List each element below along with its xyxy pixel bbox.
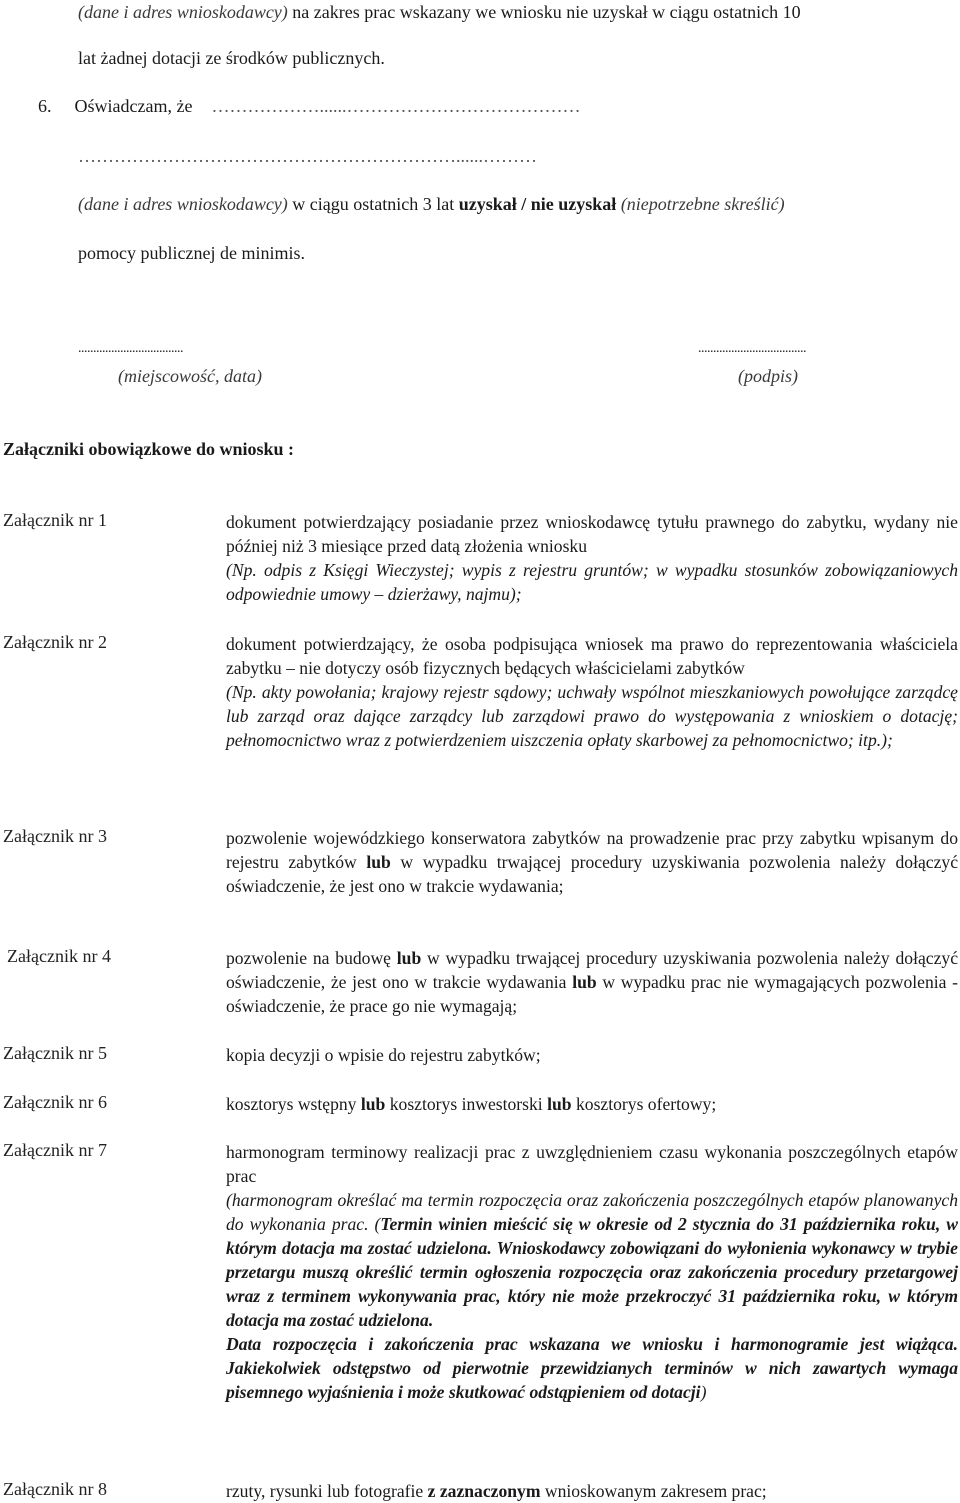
statement-text: Oświadczam, że — [74, 96, 193, 116]
attachment-7-note: (harmonogram określać ma termin rozpoczęcia oraz zakończenia poszczególnych etapów planowanych do wykonania prac. ( — [226, 1190, 958, 1234]
attachment-4-text-c: w wypadku prac nie wymagających pozwolenia - oświadczenie, że prace go nie wymagają; — [226, 972, 958, 1016]
applicant-placeholder: (dane i adres wnioskodawcy) — [78, 2, 288, 22]
attachment-8-desc — [226, 1479, 958, 1503]
attachment-4-label: Załącznik nr 4 — [7, 946, 111, 966]
attachment-3-text-a: pozwolenie wojewódzkiego konserwatora zabytków na prowadzenie prac przy zabytku wpisanym do rejestru zabytków — [226, 828, 958, 872]
attachment-7-label: Załącznik nr 7 — [3, 1140, 107, 1160]
attachment-6-text-c: kosztorys ofertowy; — [571, 1094, 717, 1114]
attachment-2-label: Załącznik nr 2 — [3, 632, 107, 652]
attachment-4-or-2: lub — [572, 972, 597, 992]
attachment-4-text-b: w wypadku trwającej procedury uzyskiwania pozwolenia należy dołączyć oświadczenie, że jest ono w trakcie wydawania — [226, 948, 959, 992]
statement-6-line-4: pomocy publicznej de minimis. — [78, 243, 305, 263]
attachment-8-text-a: rzuty, rysunki lub fotografie — [226, 1481, 428, 1501]
attachment-7-deadline-note: Termin winien mieścić się w okresie od 2 stycznia do 31 października roku, w którym dotacja ma zostać udzielona. Wnioskodawcy zobowiązani do wyłonienia wykonawcy w trybie przetargu muszą określić termin ogłoszenia rozpoczęcia oraz zakończenia procedury przetargowej wraz z terminem wykonywania prac, który nie może przekroczyć 31 października roku, w którym dotacja ma zostać udzielona. — [226, 1214, 958, 1330]
attachment-2-desc — [226, 632, 958, 752]
attachment-7-desc — [226, 1140, 958, 1404]
attachment-7-note-end: ) — [700, 1382, 707, 1402]
attachment-4-desc — [226, 946, 958, 1018]
attachment-5-desc — [226, 1043, 958, 1067]
strike-note: (niepotrzebne skreślić) — [616, 194, 785, 214]
intro-line-1-text: na zakres prac wskazany we wniosku nie uzyskał w ciągu ostatnich 10 — [287, 2, 801, 22]
attachment-1-note: (Np. odpis z Księgi Wieczystej; wypis z rejestru gruntów; w wypadku stosunków zobowiązaniowych odpowiednie umowy – dzierżawy, najmu); — [226, 560, 958, 604]
statement-mid-text: w ciągu ostatnich 3 lat — [287, 194, 459, 214]
statement-dots-2: ………………………………………………………......……… — [78, 146, 537, 166]
attachment-6-label: Załącznik nr 6 — [3, 1092, 107, 1112]
attachments-heading: Załączniki obowiązkowe do wniosku : — [3, 439, 295, 459]
attachment-6-desc — [226, 1092, 958, 1116]
attachment-6-text-a: kosztorys wstępny — [226, 1094, 361, 1114]
attachment-7-binding-note: Data rozpoczęcia i zakończenia prac wskazana we wniosku i harmonogramie jest wiążąca. Jakiekolwiek odstępstwo od pierwotnie przewidzianych terminów w nich zawartych wymaga pisemnego wyjaśnienia i może skutkować odstąpieniem od dotacji — [226, 1334, 958, 1402]
statement-6-line-3 — [78, 194, 785, 215]
attachment-5-text: kopia decyzji o wpisie do rejestru zabytków; — [226, 1045, 541, 1065]
intro-line-2: lat żadnej dotacji ze środków publicznych. — [78, 48, 385, 68]
attachment-2-note: (Np. akty powołania; krajowy rejestr sądowy; uchwały wspólnot mieszkaniowych powołujące zarządcę lub zarząd oraz dające zarządcy lub zarządowi prawo do występowania z wnioskiem o dotację; pełnomocnictwo wraz z potwierdzeniem uiszczenia opłaty skarbowej za pełnomocnictwo; itp.); — [226, 682, 958, 750]
attachment-7-text: harmonogram terminowy realizacji prac z uwzględnieniem czasu wykonania poszczególnych etapów prac — [226, 1142, 958, 1186]
place-date-label: (miejscowość, data) — [118, 366, 262, 386]
attachment-8-label: Załącznik nr 8 — [3, 1479, 107, 1499]
applicant-placeholder-2: (dane i adres wnioskodawcy) — [78, 194, 288, 214]
attachment-3-label: Załącznik nr 3 — [3, 826, 107, 846]
statement-6-line — [38, 96, 580, 117]
attachment-6-or-2: lub — [547, 1094, 572, 1114]
signature-label: (podpis) — [738, 366, 798, 386]
attachment-1-desc — [226, 510, 958, 606]
received-choice: uzyskał / nie uzyskał — [458, 194, 617, 214]
attachment-4-or-1: lub — [396, 948, 422, 968]
attachment-3-text-b: w wypadku trwającej procedury uzyskiwania pozwolenia należy dołączyć oświadczenie, że jest ono w trakcie wydawania; — [226, 852, 959, 896]
attachment-3-or: lub — [366, 852, 391, 872]
attachment-4-text-a: pozwolenie na budowę — [226, 948, 397, 968]
attachment-8-marked: z zaznaczonym — [427, 1481, 541, 1501]
place-date-dots: ................................... — [78, 341, 183, 356]
statement-dots-1: ………………......………………………………… — [211, 96, 581, 116]
attachment-3-desc — [226, 826, 958, 898]
attachment-2-text: dokument potwierdzający, że osoba podpisująca wniosek ma prawo do reprezentowania właściciela zabytku – nie dotyczy osób fizycznych będących właścicielami zabytków — [226, 634, 958, 678]
signature-dots: .................................... — [698, 341, 806, 356]
attachment-6-text-b: kosztorys inwestorski — [385, 1094, 548, 1114]
statement-number: 6. — [38, 96, 52, 116]
intro-line-1 — [78, 2, 801, 23]
attachment-8-text-b: wnioskowanym zakresem prac; — [540, 1481, 767, 1501]
attachment-1-label: Załącznik nr 1 — [3, 510, 107, 530]
attachment-1-text: dokument potwierdzający posiadanie przez wnioskodawcę tytułu prawnego do zabytku, wydany nie później niż 3 miesiące przed datą złożenia wniosku — [226, 512, 958, 556]
attachment-6-or-1: lub — [360, 1094, 386, 1114]
attachment-5-label: Załącznik nr 5 — [3, 1043, 107, 1063]
